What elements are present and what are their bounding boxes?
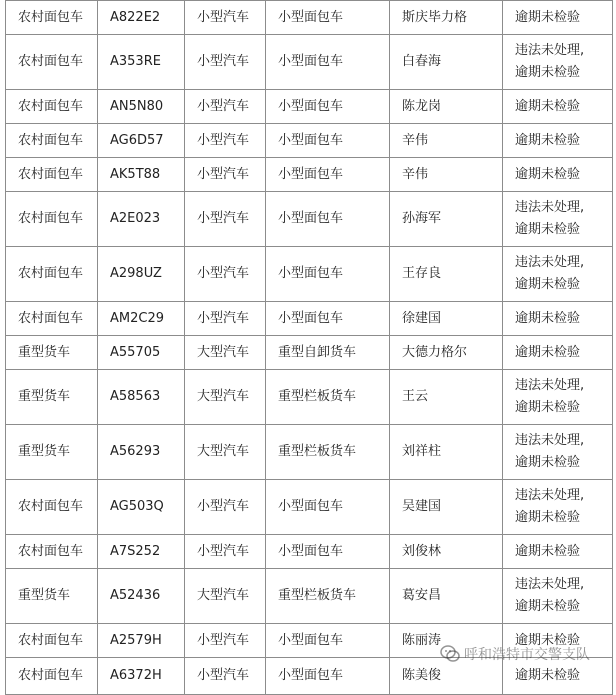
status-line: 逾期未检验 bbox=[515, 455, 581, 470]
cell-status bbox=[503, 302, 613, 336]
cell-owner-name: 陈美俊 bbox=[390, 658, 503, 695]
table-row bbox=[6, 35, 613, 90]
cell-vehicle-type: 重型货车 bbox=[6, 370, 98, 425]
status-line: 逾期未检验 bbox=[515, 98, 581, 114]
cell-vehicle-category: 小型汽车 bbox=[185, 302, 266, 336]
status-line: 逾期未检验 bbox=[515, 166, 581, 182]
cell-vehicle-model: 小型面包车 bbox=[266, 302, 390, 336]
cell-plate-number: A52436 bbox=[98, 569, 185, 624]
table-row bbox=[6, 569, 613, 624]
cell-status bbox=[503, 124, 613, 158]
cell-owner-name: 白春海 bbox=[390, 35, 503, 90]
cell-vehicle-category: 小型汽车 bbox=[185, 35, 266, 90]
cell-owner-name: 刘祥柱 bbox=[390, 425, 503, 480]
status-line: 逾期未检验 bbox=[515, 543, 581, 559]
cell-vehicle-type: 农村面包车 bbox=[6, 192, 98, 247]
cell-vehicle-model: 小型面包车 bbox=[266, 90, 390, 124]
cell-status bbox=[503, 35, 613, 90]
cell-owner-name: 刘俊林 bbox=[390, 535, 503, 569]
status-line: 逾期未检验 bbox=[515, 632, 581, 648]
cell-owner-name: 徐建国 bbox=[390, 302, 503, 336]
cell-owner-name: 辛伟 bbox=[390, 158, 503, 192]
cell-owner-name: 王存良 bbox=[390, 247, 503, 302]
cell-vehicle-type: 农村面包车 bbox=[6, 480, 98, 535]
cell-vehicle-type: 农村面包车 bbox=[6, 35, 98, 90]
cell-vehicle-category: 小型汽车 bbox=[185, 1, 266, 35]
cell-plate-number: A55705 bbox=[98, 336, 185, 370]
cell-vehicle-type: 重型货车 bbox=[6, 336, 98, 370]
cell-vehicle-type: 农村面包车 bbox=[6, 90, 98, 124]
cell-vehicle-category: 小型汽车 bbox=[185, 247, 266, 302]
status-line: 逾期未检验 bbox=[515, 132, 581, 148]
cell-vehicle-category: 大型汽车 bbox=[185, 370, 266, 425]
cell-vehicle-type: 农村面包车 bbox=[6, 247, 98, 302]
status-line: 违法未处理, bbox=[515, 255, 585, 270]
cell-status bbox=[503, 90, 613, 124]
table-row bbox=[6, 158, 613, 192]
cell-status bbox=[503, 658, 613, 695]
cell-status bbox=[503, 158, 613, 192]
cell-vehicle-category: 小型汽车 bbox=[185, 158, 266, 192]
table-row bbox=[6, 247, 613, 302]
cell-plate-number: A2E023 bbox=[98, 192, 185, 247]
cell-vehicle-model: 重型栏板货车 bbox=[266, 425, 390, 480]
cell-vehicle-model: 小型面包车 bbox=[266, 624, 390, 658]
cell-status bbox=[503, 370, 613, 425]
cell-vehicle-category: 大型汽车 bbox=[185, 569, 266, 624]
cell-vehicle-category: 小型汽车 bbox=[185, 124, 266, 158]
cell-vehicle-type: 农村面包车 bbox=[6, 124, 98, 158]
cell-vehicle-model: 小型面包车 bbox=[266, 192, 390, 247]
cell-plate-number: A56293 bbox=[98, 425, 185, 480]
cell-owner-name: 陈丽涛 bbox=[390, 624, 503, 658]
cell-status bbox=[503, 480, 613, 535]
cell-plate-number: AG503Q bbox=[98, 480, 185, 535]
cell-plate-number: AG6D57 bbox=[98, 124, 185, 158]
cell-status bbox=[503, 1, 613, 35]
cell-vehicle-model: 小型面包车 bbox=[266, 480, 390, 535]
table-row bbox=[6, 124, 613, 158]
table-row bbox=[6, 336, 613, 370]
cell-plate-number: A7S252 bbox=[98, 535, 185, 569]
cell-plate-number: A58563 bbox=[98, 370, 185, 425]
status-line: 逾期未检验 bbox=[515, 222, 581, 237]
cell-vehicle-model: 重型栏板货车 bbox=[266, 370, 390, 425]
status-line: 违法未处理, bbox=[515, 378, 585, 393]
cell-plate-number: A353RE bbox=[98, 35, 185, 90]
cell-vehicle-type: 重型货车 bbox=[6, 425, 98, 480]
cell-vehicle-type: 农村面包车 bbox=[6, 658, 98, 695]
cell-status bbox=[503, 535, 613, 569]
cell-plate-number: A298UZ bbox=[98, 247, 185, 302]
cell-vehicle-model: 重型栏板货车 bbox=[266, 569, 390, 624]
watermark-text: 呼和浩特市交警支队 bbox=[464, 647, 590, 663]
table-row bbox=[6, 90, 613, 124]
cell-owner-name: 王云 bbox=[390, 370, 503, 425]
status-line: 逾期未检验 bbox=[515, 668, 581, 683]
cell-vehicle-category: 小型汽车 bbox=[185, 90, 266, 124]
status-line: 违法未处理, bbox=[515, 577, 585, 592]
status-line: 逾期未检验 bbox=[515, 310, 581, 326]
table-row bbox=[6, 480, 613, 535]
vehicle-violation-table bbox=[5, 0, 613, 695]
status-line: 逾期未检验 bbox=[515, 599, 581, 614]
cell-plate-number: A6372H bbox=[98, 658, 185, 695]
cell-vehicle-model: 小型面包车 bbox=[266, 658, 390, 695]
cell-vehicle-category: 小型汽车 bbox=[185, 624, 266, 658]
status-line: 违法未处理, bbox=[515, 43, 585, 58]
cell-status bbox=[503, 247, 613, 302]
cell-vehicle-model: 小型面包车 bbox=[266, 35, 390, 90]
cell-vehicle-category: 小型汽车 bbox=[185, 658, 266, 695]
cell-status bbox=[503, 624, 613, 658]
cell-status bbox=[503, 192, 613, 247]
cell-vehicle-model: 小型面包车 bbox=[266, 247, 390, 302]
table-row bbox=[6, 1, 613, 35]
table-body bbox=[6, 1, 613, 695]
cell-owner-name: 葛安昌 bbox=[390, 569, 503, 624]
cell-vehicle-type: 农村面包车 bbox=[6, 158, 98, 192]
cell-owner-name: 辛伟 bbox=[390, 124, 503, 158]
table-row bbox=[6, 302, 613, 336]
cell-vehicle-category: 小型汽车 bbox=[185, 535, 266, 569]
cell-vehicle-type: 农村面包车 bbox=[6, 535, 98, 569]
table-row bbox=[6, 192, 613, 247]
cell-plate-number: AM2C29 bbox=[98, 302, 185, 336]
status-line: 违法未处理, bbox=[515, 200, 585, 215]
cell-vehicle-category: 小型汽车 bbox=[185, 480, 266, 535]
status-line: 逾期未检验 bbox=[515, 65, 581, 80]
cell-vehicle-type: 农村面包车 bbox=[6, 624, 98, 658]
cell-status bbox=[503, 569, 613, 624]
cell-vehicle-model: 小型面包车 bbox=[266, 124, 390, 158]
status-line: 逾期未检验 bbox=[515, 400, 581, 415]
cell-vehicle-model: 小型面包车 bbox=[266, 158, 390, 192]
cell-owner-name: 大德力格尔 bbox=[390, 336, 503, 370]
cell-vehicle-type: 重型货车 bbox=[6, 569, 98, 624]
table-row bbox=[6, 658, 613, 695]
cell-plate-number: A822E2 bbox=[98, 1, 185, 35]
cell-status bbox=[503, 336, 613, 370]
table-row bbox=[6, 624, 613, 658]
cell-vehicle-category: 大型汽车 bbox=[185, 425, 266, 480]
status-line: 违法未处理, bbox=[515, 433, 585, 448]
cell-vehicle-type: 农村面包车 bbox=[6, 1, 98, 35]
cell-vehicle-category: 小型汽车 bbox=[185, 192, 266, 247]
cell-owner-name: 陈龙岗 bbox=[390, 90, 503, 124]
cell-owner-name: 吴建国 bbox=[390, 480, 503, 535]
cell-vehicle-type: 农村面包车 bbox=[6, 302, 98, 336]
status-line: 逾期未检验 bbox=[515, 344, 581, 360]
cell-vehicle-model: 小型面包车 bbox=[266, 535, 390, 569]
cell-plate-number: A2579H bbox=[98, 624, 185, 658]
cell-owner-name: 斯庆毕力格 bbox=[390, 1, 503, 35]
cell-plate-number: AN5N80 bbox=[98, 90, 185, 124]
cell-vehicle-model: 重型自卸货车 bbox=[266, 336, 390, 370]
status-line: 逾期未检验 bbox=[515, 277, 581, 292]
status-line: 违法未处理, bbox=[515, 488, 585, 503]
table-row bbox=[6, 535, 613, 569]
cell-owner-name: 孙海军 bbox=[390, 192, 503, 247]
cell-vehicle-model: 小型面包车 bbox=[266, 1, 390, 35]
status-line: 逾期未检验 bbox=[515, 9, 581, 25]
cell-vehicle-category: 大型汽车 bbox=[185, 336, 266, 370]
status-line: 逾期未检验 bbox=[515, 510, 581, 525]
cell-status bbox=[503, 425, 613, 480]
cell-plate-number: AK5T88 bbox=[98, 158, 185, 192]
table-row bbox=[6, 425, 613, 480]
table-row bbox=[6, 370, 613, 425]
